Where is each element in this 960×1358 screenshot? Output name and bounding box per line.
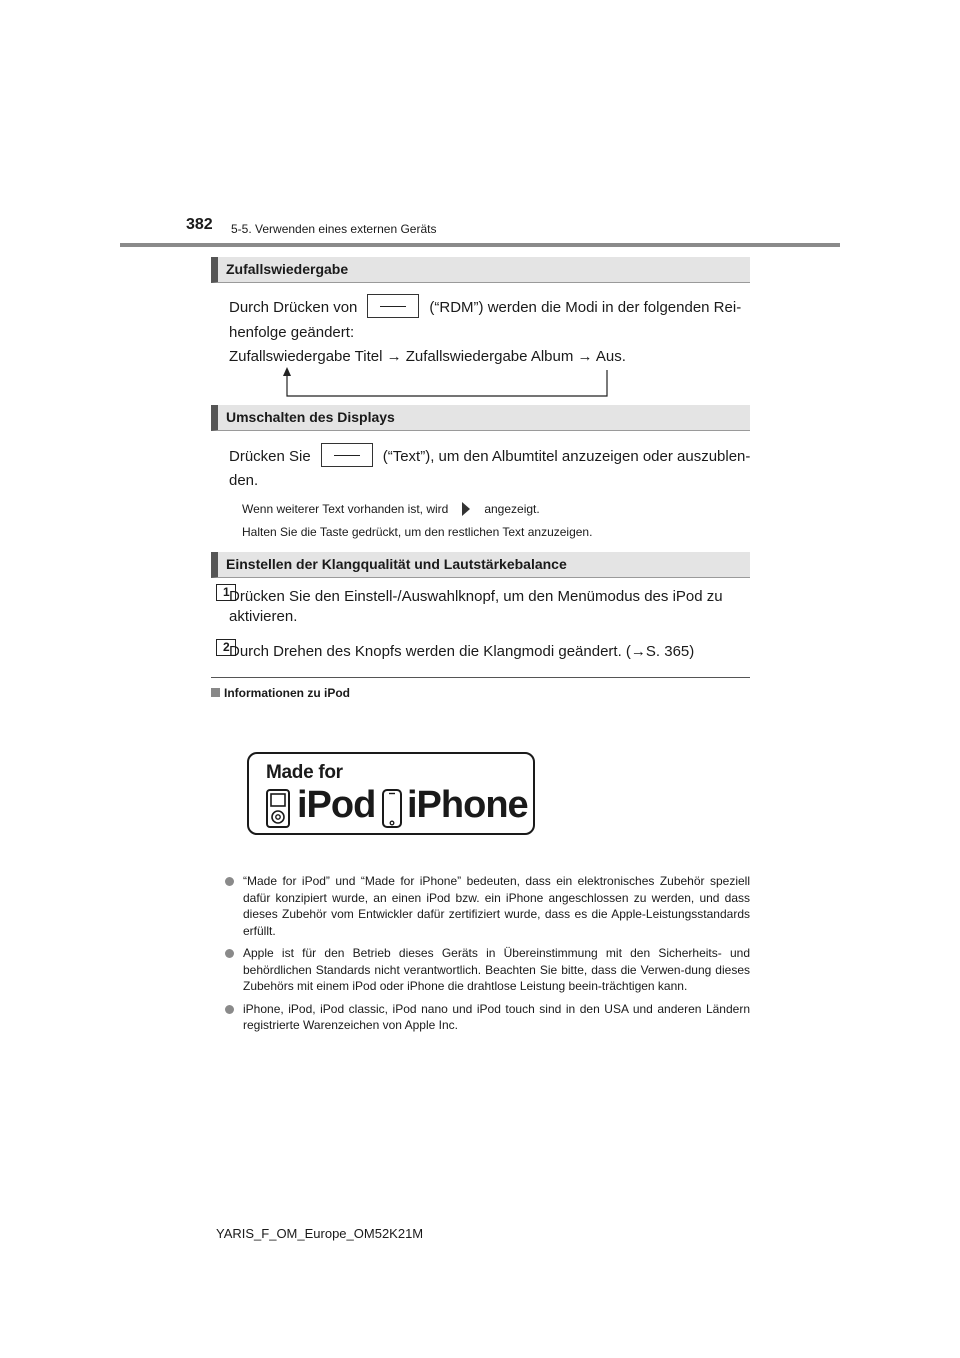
step-1-line-2: aktivieren. <box>229 608 298 625</box>
bullet-dot-icon <box>225 1005 234 1014</box>
step-2-text: Durch Drehen des Knopfs werden die Klangmodi geändert. (→S. 365) <box>229 643 695 660</box>
ipod-icon <box>266 789 290 828</box>
step-number-1: 1 <box>216 584 236 601</box>
list-item: Apple ist für den Betrieb dieses Geräts in Übereinstimmung mit den Sicherheits- und behördlichen Standards nicht verantwortlich. Beachten Sie bitte, dass die Verwen-dung dieses Zubehörs mit einem iPod oder iPhone die drahtlose Leistung beein-trächtigen kann. <box>223 945 750 995</box>
chapter-title: 5-5. Verwenden eines externen Geräts <box>231 222 437 236</box>
display-line-1: Drücken Sie (“Text”), um den Albumtitel anzuzeigen oder auszublen- <box>229 445 750 469</box>
rdm-button-icon <box>367 294 419 318</box>
section-divider <box>211 677 750 678</box>
cycle-arrow-icon <box>283 366 613 400</box>
section-title: Umschalten des Displays <box>226 409 395 425</box>
square-bullet-icon <box>211 688 220 697</box>
shuffle-line-2: henfolge geändert: <box>229 324 355 341</box>
display-line-2: den. <box>229 472 259 489</box>
logo-ipod-word: iPod <box>297 784 376 826</box>
display-note-1: Wenn weiterer Text vorhanden ist, wird angezeigt. <box>242 502 540 516</box>
shuffle-line-1: Durch Drücken von (“RDM”) werden die Modi in der folgenden Rei- <box>229 296 741 320</box>
page-number: 382 <box>186 216 213 233</box>
document-code: YARIS_F_OM_Europe_OM52K21M <box>216 1226 424 1241</box>
iphone-icon <box>382 789 402 828</box>
shuffle-line-3: Zufallswiedergabe Titel → Zufallswiedergabe Album → Aus. <box>229 348 626 365</box>
made-for-ipod-iphone-logo <box>247 752 535 835</box>
section-heading-sound <box>211 552 750 578</box>
more-text-indicator-icon <box>462 502 470 516</box>
list-item: “Made for iPod” und “Made for iPhone” bedeuten, dass ein elektronisches Zubehör speziell dafür konzipiert wurde, an einen iPod bzw. ein iPhone angeschlossen zu werden, und dass dieses Zubehör vom Entwickler dafür zertifiziert wurde, dass es die Apple-Leistungsstandards erfüllt. <box>223 873 750 939</box>
bullet-dot-icon <box>225 877 234 886</box>
step-number-2: 2 <box>216 639 236 656</box>
info-bullet-list <box>223 873 750 1040</box>
section-title: Zufallswiedergabe <box>226 261 349 277</box>
logo-iphone-word: iPhone <box>407 784 528 826</box>
list-item: iPhone, iPod, iPod classic, iPod nano und iPod touch sind in den USA und anderen Ländern registrierte Warenzeichen von Apple Inc. <box>223 1001 750 1034</box>
bullet-dot-icon <box>225 949 234 958</box>
section-heading-shuffle <box>211 257 750 283</box>
section-title: Einstellen der Klangqualität und Lautstärkebalance <box>226 556 567 572</box>
info-heading: Informationen zu iPod <box>211 686 350 700</box>
section-heading-display <box>211 405 750 431</box>
text-button-icon <box>321 443 373 467</box>
step-1-line-1: Drücken Sie den Einstell-/Auswahlknopf, um den Menümodus des iPod zu <box>229 588 723 605</box>
logo-made-for: Made for <box>266 762 343 783</box>
display-note-2: Halten Sie die Taste gedrückt, um den restlichen Text anzuzeigen. <box>242 525 593 539</box>
header-divider <box>120 243 840 247</box>
